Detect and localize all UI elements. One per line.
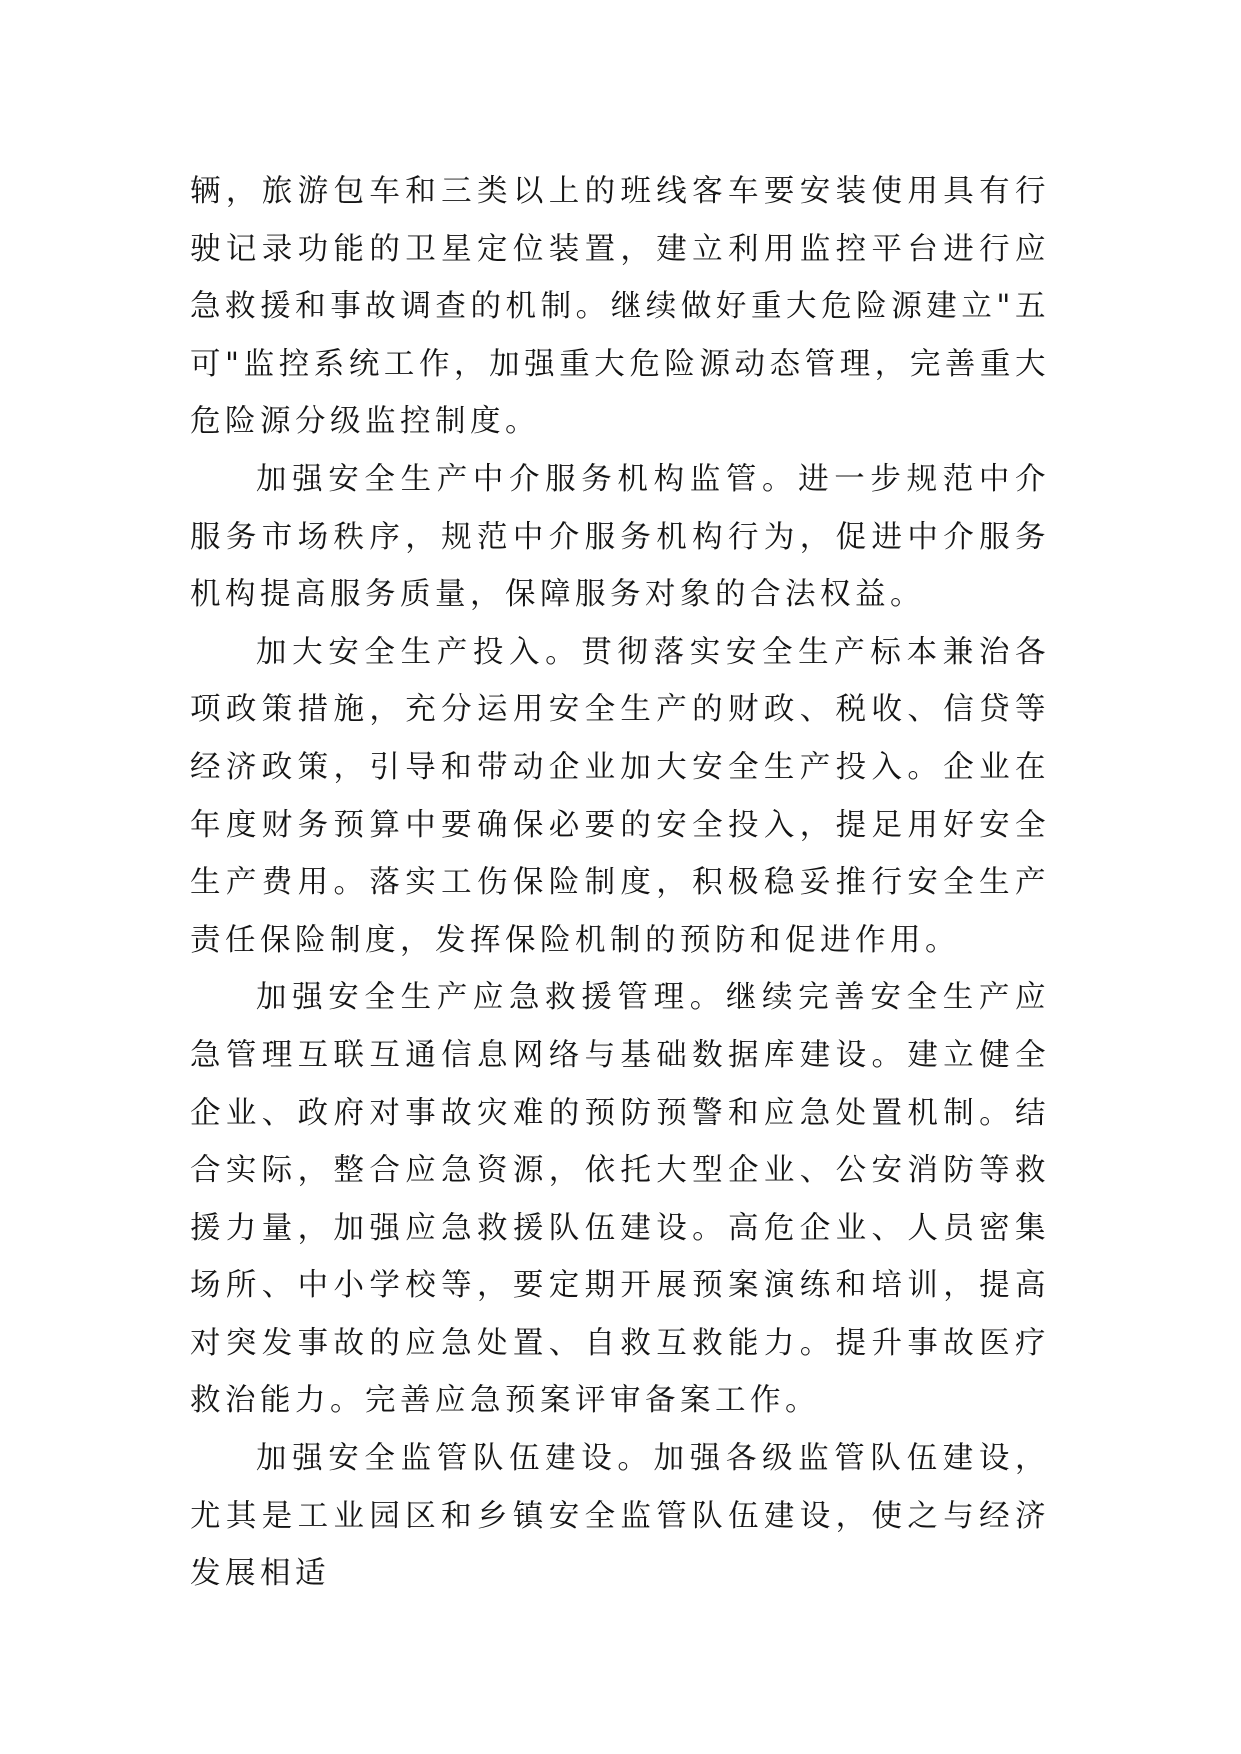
paragraph-intermediary-services: 加强安全生产中介服务机构监管。进一步规范中介服务市场秩序，规范中介服务机构行为，促进中介服务机构提高服务质量，保障服务对象的合法权益。 xyxy=(190,461,1050,613)
paragraph-vehicle-monitoring: 辆，旅游包车和三类以上的班线客车要安装使用具有行驶记录功能的卫星定位装置，建立利用监控平台进行应急救援和事故调查的机制。继续做好重大危险源建立"五可"监控系统工作，加强重大危险源动态管理，完善重大危险源分级监控制度。 xyxy=(190,174,1050,440)
paragraph-emergency-rescue: 加强安全生产应急救援管理。继续完善安全生产应急管理互联互通信息网络与基础数据库建设。建立健全企业、政府对事故灾难的预防预警和应急处置机制。结合实际，整合应急资源，依托大型企业、公安消防等救援力量，加强应急救援队伍建设。高危企业、人员密集场所、中小学校等，要定期开展预案演练和培训，提高对突发事故的应急处置、自救互救能力。提升事故医疗救治能力。完善应急预案评审备案工作。 xyxy=(190,980,1050,1419)
paragraph-safety-investment: 加大安全生产投入。贯彻落实安全生产标本兼治各项政策措施，充分运用安全生产的财政、税收、信贷等经济政策，引导和带动企业加大安全生产投入。企业在年度财务预算中要确保必要的安全投入，提足用好安全生产费用。落实工伤保险制度，积极稳妥推行安全生产责任保险制度，发挥保险机制的预防和促进作用。 xyxy=(190,634,1050,958)
paragraph-supervision-team: 加强安全监管队伍建设。加强各级监管队伍建设，尤其是工业园区和乡镇安全监管队伍建设，使之与经济发展相适 xyxy=(190,1441,1050,1592)
document-body xyxy=(190,163,1050,1603)
